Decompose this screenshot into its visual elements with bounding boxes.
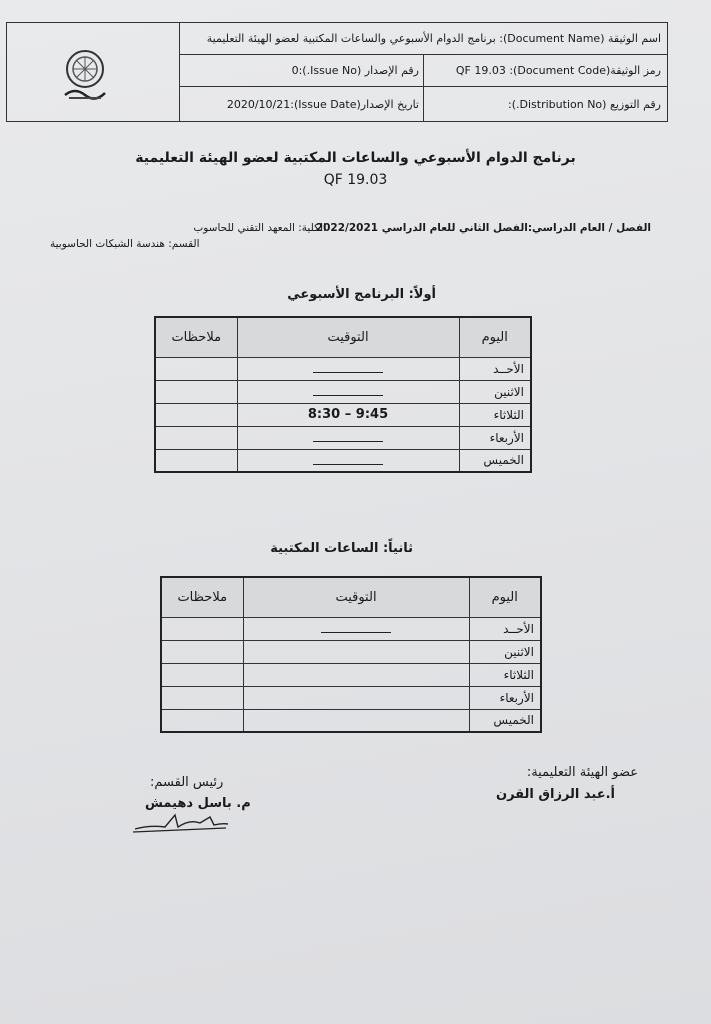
- office-hours-section-title: ثانياً: الساعات المكتبية: [270, 541, 413, 556]
- day-cell: الأربعاء: [459, 426, 531, 449]
- table-header-row: [155, 317, 531, 357]
- table-row: [161, 617, 541, 640]
- time-cell: [243, 709, 469, 732]
- table-row: [155, 380, 531, 403]
- notes-cell: [161, 640, 243, 663]
- time-cell: [243, 686, 469, 709]
- day-cell: الأحــد: [469, 617, 541, 640]
- issue-date: تاريخ الإصدار(Issue Date):2020/10/21: [226, 97, 419, 111]
- time-cell: [237, 380, 459, 403]
- time-cell: 9:45 – 8:30: [237, 403, 459, 426]
- table-header-row: [161, 577, 541, 617]
- semester-info: الفصل / العام الدراسي:الفصل الثاني للعام الدراسي 2022/2021: [315, 222, 651, 234]
- table-row: [161, 640, 541, 663]
- notes-cell: [155, 449, 237, 472]
- column-header-notes: ملاحظات: [161, 577, 243, 617]
- table-row: [155, 449, 531, 472]
- weekly-section-title: أولاً: البرنامج الأسبوعي: [287, 287, 436, 302]
- weekly-schedule-table: [154, 316, 532, 473]
- page-title: برنامج الدوام الأسبوعي والساعات المكتبية لعضو الهيئة التعليمية: [135, 150, 576, 166]
- notes-cell: [161, 709, 243, 732]
- blank-line: [313, 360, 383, 373]
- day-cell: الثلاثاء: [459, 403, 531, 426]
- logo-cell: [7, 23, 180, 121]
- day-cell: الأربعاء: [469, 686, 541, 709]
- column-header-time: التوقيت: [237, 317, 459, 357]
- form-code: QF 19.03: [323, 172, 388, 188]
- notes-cell: [155, 403, 237, 426]
- notes-cell: [155, 380, 237, 403]
- day-cell: الاثنين: [469, 640, 541, 663]
- day-cell: الثلاثاء: [469, 663, 541, 686]
- time-cell: [243, 640, 469, 663]
- signature-icon: [130, 805, 230, 835]
- blank-line: [313, 383, 383, 396]
- table-row: [161, 686, 541, 709]
- notes-cell: [161, 663, 243, 686]
- issue-number: رقم الإصدار (Issue No.):0: [291, 64, 419, 77]
- column-header-day: اليوم: [469, 577, 541, 617]
- header-row-document-name: [180, 23, 667, 55]
- department-head-label: رئيس القسم:: [150, 775, 224, 790]
- time-cell: [237, 449, 459, 472]
- table-row: [155, 357, 531, 380]
- day-cell: الخميس: [459, 449, 531, 472]
- distribution-number: رقم التوزيع (Distribution No.):: [423, 87, 667, 121]
- notes-cell: [161, 617, 243, 640]
- time-cell: [243, 663, 469, 686]
- notes-cell: [155, 357, 237, 380]
- document-header-table: [6, 22, 668, 122]
- document-name: اسم الوثيقة (Document Name): برنامج الدوام الأسبوعي والساعات المكتبية لعضو الهيئة التعليمية: [206, 32, 661, 45]
- table-row: [161, 663, 541, 686]
- time-cell: [237, 357, 459, 380]
- college-info: الكلية: المعهد التقني للحاسوب: [193, 222, 326, 234]
- blank-line: [321, 620, 391, 633]
- day-cell: الأحــد: [459, 357, 531, 380]
- notes-cell: [155, 426, 237, 449]
- document-code: رمز الوثيقة(Document Code): QF 19.03: [423, 55, 667, 86]
- blank-line: [313, 452, 383, 465]
- table-row: [155, 426, 531, 449]
- column-header-notes: ملاحظات: [155, 317, 237, 357]
- blank-line: [313, 429, 383, 442]
- header-row-code: [180, 55, 667, 87]
- table-row: [161, 709, 541, 732]
- column-header-day: اليوم: [459, 317, 531, 357]
- office-hours-table: [160, 576, 542, 733]
- day-cell: الخميس: [469, 709, 541, 732]
- time-cell: [237, 426, 459, 449]
- notes-cell: [161, 686, 243, 709]
- time-cell: [243, 617, 469, 640]
- day-cell: الاثنين: [459, 380, 531, 403]
- department-head-name: م. باسل دهيمش: [145, 796, 251, 811]
- column-header-time: التوقيت: [243, 577, 469, 617]
- academic-info: [50, 222, 651, 252]
- faculty-member-name: أ.عبد الرزاق القرن: [495, 787, 615, 802]
- header-row-distribution: [180, 87, 667, 121]
- department-info: القسم: هندسة الشبكات الحاسوبية: [50, 238, 200, 250]
- faculty-member-label: عضو الهيئة التعليمية:: [526, 765, 638, 780]
- table-row: [155, 403, 531, 426]
- university-logo-icon: [55, 45, 115, 105]
